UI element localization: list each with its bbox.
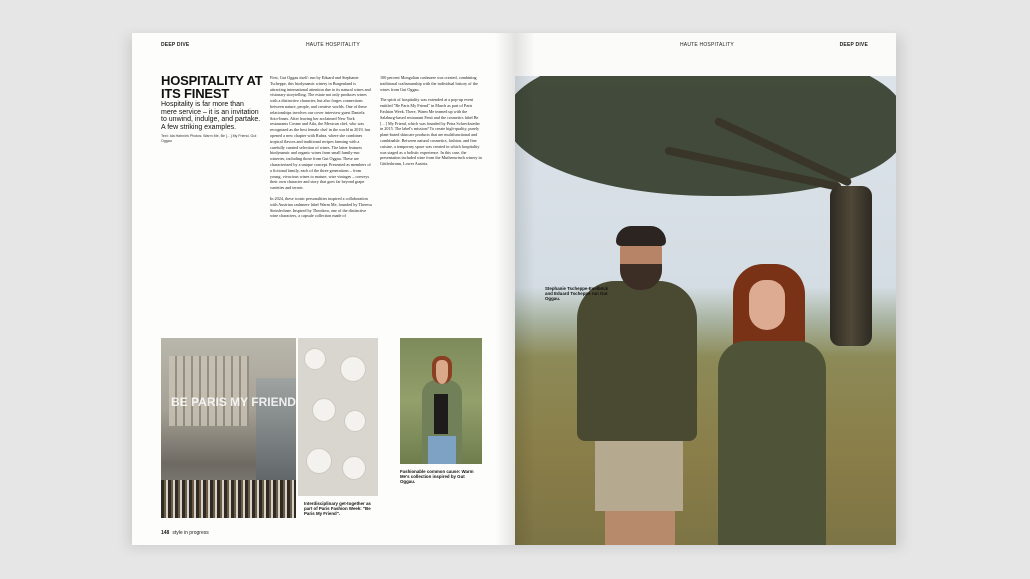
plate (344, 410, 366, 432)
store-window-lettering: BE PARIS MY FRIEND (171, 395, 296, 409)
article-standfirst: Hospitality is far more than mere service – it is an invitation to unwind, indulge, and partake. A few striking examples. (161, 101, 261, 131)
body-column-2 (380, 75, 482, 172)
body-paragraph: The spirit of hospitality was extended at a pop-up event entitled "Be Paris My Friend" in March as part of Paris Fashion Week. There, Warm Me teamed up with the Salzburg-based restaurant Fenö and the cosmetics label Be […] My Friend, which was founded by Petra Schrecksteder in 2015. The label's mission? To create high-quality, purely plant-based skincare products that are multifunctional and combinable. Between natural cosmetics, fashion, and fine cuisine, a temporary space was created in which hospitality was staged as a holistic experience. In this case, the presentation included wine from the Muthenwinch winery in Gittlesbrunn, Lower Austria. (380, 97, 482, 167)
tree-trunk (830, 186, 872, 346)
plate (312, 398, 336, 422)
body-paragraph: 100 percent Mongolian cashmere was created, combining traditional craftsmanship with the individual history of the wines from Gut Oggau. (380, 75, 478, 92)
section-label-right: DEEP DIVE (839, 42, 868, 48)
man-tshirt (577, 281, 697, 441)
portrait-photo (515, 76, 896, 545)
plate (304, 348, 326, 370)
man-legs (605, 511, 675, 545)
folio (161, 530, 209, 536)
body-column-1 (270, 75, 372, 224)
running-head-right: HAUTE HOSPITALITY (680, 42, 734, 48)
dinner-table-photo (298, 338, 378, 496)
section-label-left: DEEP DIVE (161, 42, 190, 48)
shirt (434, 394, 448, 434)
running-head-left: HAUTE HOSPITALITY (306, 42, 360, 48)
woman-face (749, 280, 785, 330)
magazine-name: style in progress (172, 530, 209, 536)
man-shorts (595, 441, 683, 511)
warm-me-model-photo (400, 338, 482, 464)
model-head (432, 356, 452, 384)
caption-warm-me: Fashionable common cause: Warm Me's collection inspired by Gut Oggau. (400, 469, 474, 485)
plate (340, 356, 366, 382)
portrait-caption: Stephanie Tscheppe-Eselböck and Eduard Tscheppe run Gut Oggau. (545, 286, 609, 302)
jeans (428, 436, 456, 464)
page-number: 148 (161, 530, 170, 536)
building-facade (169, 356, 249, 426)
plate (306, 448, 332, 474)
body-paragraph: In 2024, these iconic personalities inspired a collaboration with Austrian cashmere label Warm Me, founded by Theresa Steinlechner. Inspired by Theodora, one of the distinctive wine characters, a capsule collection made of (270, 195, 372, 219)
right-page (515, 33, 896, 545)
article-headline: HOSPITALITY AT ITS FINEST (161, 73, 263, 101)
body-paragraph: First, Gut Oggau itself: run by Eduard and Stephanie Tscheppe, this biodynamic winery in Burgenland is attracting international attention due to its natural wines and visionary storytelling. The estate not only produces wines with a distinctive character, but also forges connections between nature, people, and creative worlds. One of these relationships involves our cover interview guest Daniela Soto-Innes. After leaving her acclaimed New York restaurants Cosme and Atla, the Mexican chef, who was recognized as the best female chef in the world in 2019, has opened a new chapter with Rubra, where she combines tropical flavors and traditional recipes farming with a carefully curated selection of wines. The latter features biodynamic and organic wines from small family-run wineries, including those from Gut Oggau. These are characterized by a unique concept. Presented as members of a fictional family, each of the three generations – from young, vivacious wines to mature, wise vintages – conveys their own character and story that goes far beyond grape varieties and terroir. (270, 75, 371, 191)
left-page (132, 33, 515, 545)
woman-overalls (718, 341, 826, 545)
caption-paris-fashion-week: Interdisciplinary get-together as part of Paris Fashion Week: "Be Paris My Friend". (304, 501, 371, 517)
plate (342, 456, 366, 480)
article-credits: Text: Ida Hahn/ek Photos: Warm Me, Be […] My Friend, Gut Oggau (161, 134, 257, 143)
paris-store-photo (161, 338, 296, 518)
product-shelf (161, 480, 296, 518)
man-hair (616, 226, 666, 246)
